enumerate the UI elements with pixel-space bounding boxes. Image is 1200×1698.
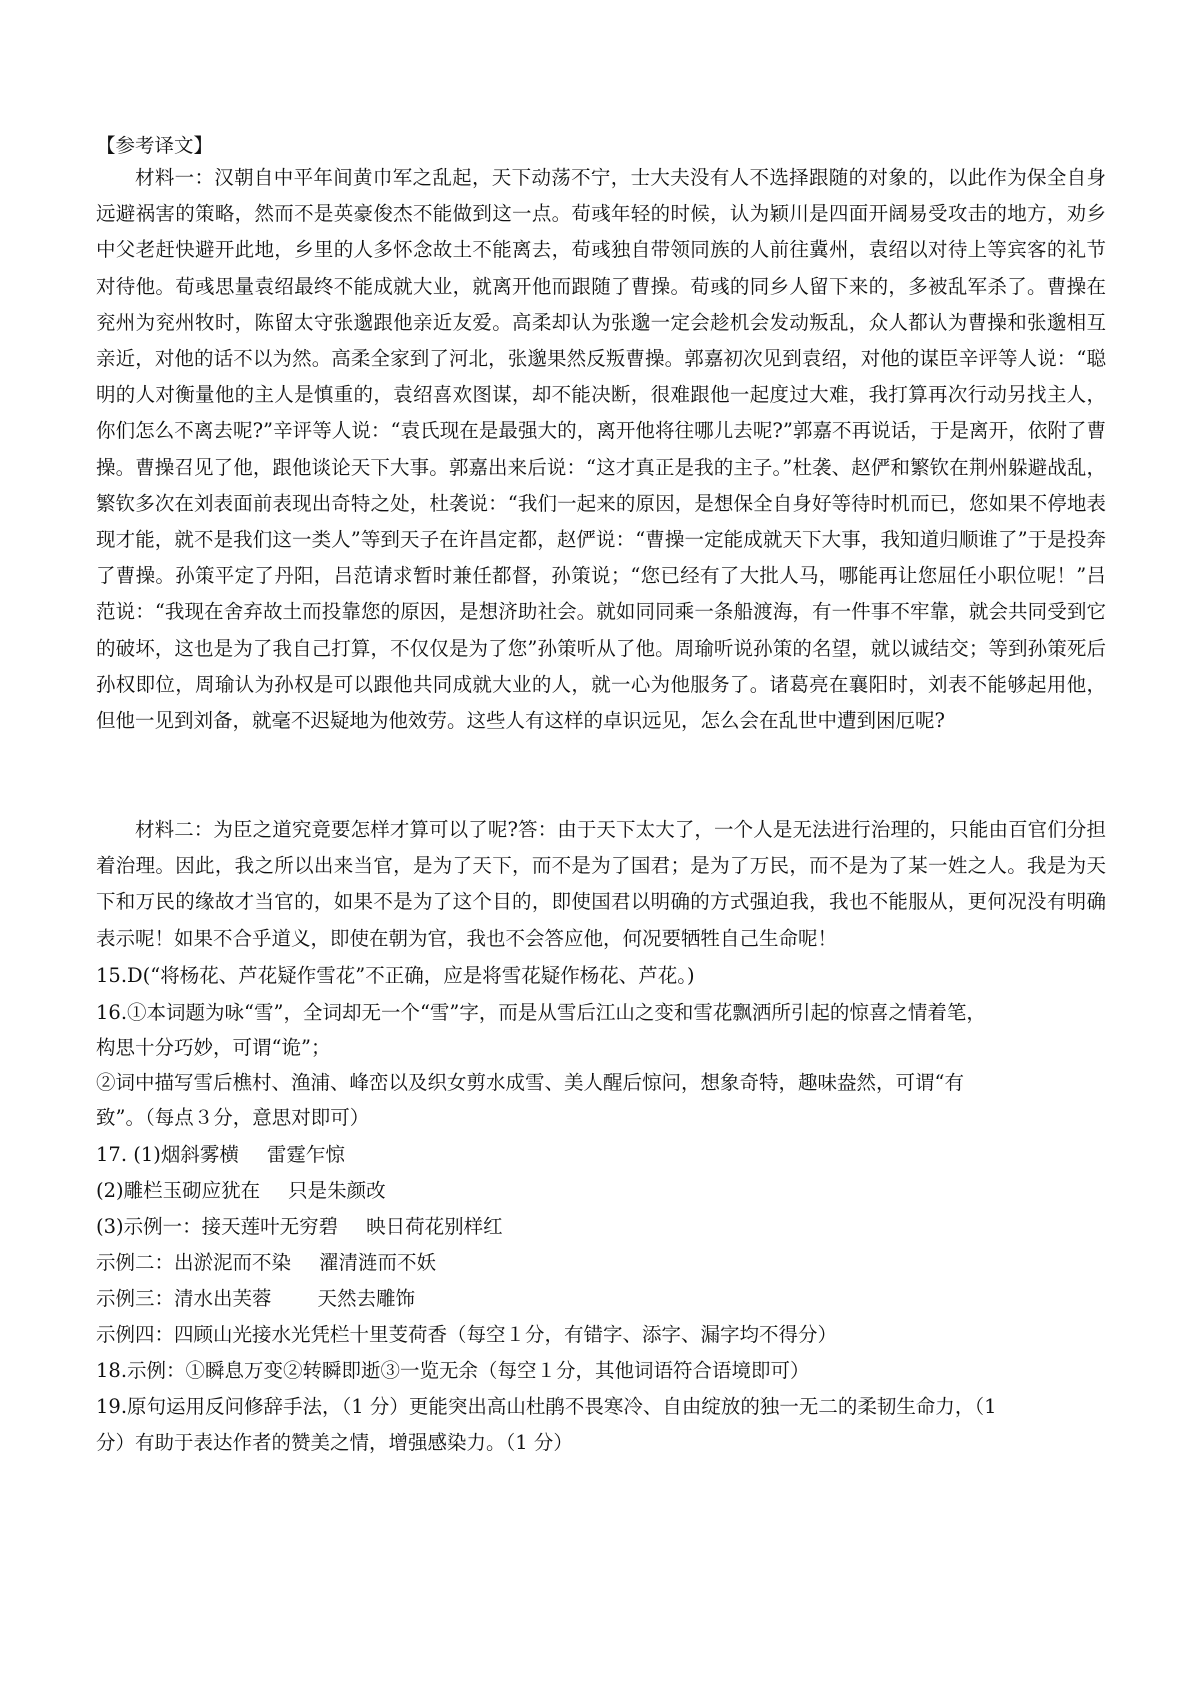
paragraph-material-two: 材料二：为臣之道究竟要怎样才算可以了呢?答：由于天下太大了，一个人是无法进行治理的，只能由百官们分担着治理。因此，我之所以出来当官，是为了天下，而不是为了国君；是为了万民，而不是为了某一姓之人。我是为天下和万民的缘故才当官的，如果不是为了这个目的，即使国君以明确的方式强迫我，我也不能服从，更何况没有明确表示呢！如果不合乎道义，即使在朝为官，我也不会答应他，何况要牺牲自己生命呢！ [96,818,1106,950]
example-4-line: 示例四：四顾山光接水光凭栏十里芰荷香（每空１分，有错字、添字、漏字均不得分） [96,1323,838,1346]
answer-17-1a: 烟斜雾横 [160,1143,239,1166]
answer-19-line-1: 19.原句运用反问修辞手法，（1 分）更能突出高山杜鹃不畏寒冷、自由绽放的独一无二的柔韧生命力，（1 [96,1395,997,1418]
answer-16-line-4: 致”。（每点３分，意思对即可） [96,1106,370,1129]
answer-17-3-prefix: 示例一： [123,1215,202,1238]
answer-17-2-label: (2) [96,1179,124,1202]
example-3-line [96,1287,415,1311]
answer-17-2b: 只是朱颜改 [288,1179,386,1202]
example-3-prefix: 示例三： [96,1287,175,1310]
example-2a: 出淤泥而不染 [174,1251,292,1274]
section-heading: 【参考译文】 [96,134,214,157]
example-2-prefix: 示例二： [96,1251,175,1274]
answer-18: 18.示例：①瞬息万变②转瞬即逝③一览无余（每空１分，其他词语符合语境即可） [96,1359,810,1382]
answer-16-line-1: 16.①本词题为咏“雪”，全词却无一个“雪”字，而是从雪后江山之变和雪花飘洒所引起的惊喜之情着笔， [96,1001,986,1024]
paragraph-material-one: 材料一：汉朝自中平年间黄巾军之乱起，天下动荡不宁，士大夫没有人不选择跟随的对象的，以此作为保全自身远避祸害的策略，然而不是英豪俊杰不能做到这一点。荀彧年轻的时候，认为颖川是四面开阔易受攻击的地方，劝乡中父老赶快避开此地，乡里的人多怀念故土不能离去，荀彧独自带领同族的人前往冀州，袁绍以对待上等宾客的礼节对待他。荀彧思量袁绍最终不能成就大业，就离开他而跟随了曹操。荀彧的同乡人留下来的，多被乱军杀了。曹操在兖州为兖州牧时，陈留太守张邈跟他亲近友爱。高柔却认为张邈一定会趁机会发动叛乱，众人都认为曹操和张邈相互亲近，对他的话不以为然。高柔全家到了河北，张邈果然反叛曹操。郭嘉初次见到袁绍，对他的谋臣辛评等人说：“聪明的人对衡量他的主人是慎重的，袁绍喜欢图谋，却不能决断，很难跟他一起度过大难，我打算再次行动另找主人，你们怎么不离去呢?”辛评等人说：“袁氏现在是最强大的，离开他将往哪儿去呢?”郭嘉不再说话，于是离开，依附了曹操。曹操召见了他，跟他谈论天下大事。郭嘉出来后说：“这才真正是我的主子。”杜袭、赵俨和繁钦在荆州躲避战乱，繁钦多次在刘表面前表现出奇特之处，杜袭说：“我们一起来的原因，是想保全自身好等待时机而已，您如果不停地表现才能，就不是我们这一类人”等到天子在许昌定都，赵俨说：“曹操一定能成就天下大事，我知道归顺谁了”于是投奔了曹操。孙策平定了丹阳，吕范请求暂时兼任都督，孙策说；“您已经有了大批人马，哪能再让您屈任小职位呢！”吕范说：“我现在舍弃故土而投靠您的原因，是想济助社会。就如同同乘一条船渡海，有一件事不牢靠，就会共同受到它的破坏，这也是为了我自己打算，不仅仅是为了您”孙策听从了他。周瑜听说孙策的名望，就以诚结交；等到孙策死后孙权即位，周瑜认为孙权是可以跟他共同成就大业的人，就一心为他服务了。诸葛亮在襄阳时，刘表不能够起用他，但他一见到刘备，就毫不迟疑地为他效劳。这些人有这样的卓识远见，怎么会在乱世中遭到困厄呢? [96,166,1106,733]
answer-17-line-3 [96,1215,503,1239]
example-2-line [96,1251,436,1275]
example-3b: 天然去雕饰 [317,1287,416,1310]
answer-15: 15.D(“将杨花、芦花疑作雪花”不正确，应是将雪花疑作杨花、芦花。) [96,964,695,987]
answer-17-label: 17. (1) [96,1143,161,1166]
example-2b: 濯清涟而不妖 [319,1251,437,1274]
example-3a: 清水出芙蓉 [174,1287,272,1310]
answer-16-line-3: ②词中描写雪后樵村、渔浦、峰峦以及织女剪水成雪、美人醒后惊问，想象奇特，趣味盎然，可谓“有 [96,1071,964,1094]
answer-17-1b: 雷霆乍惊 [266,1143,345,1166]
answer-17-3a: 接天莲叶无穷碧 [201,1215,339,1238]
answer-17-line-1 [96,1143,345,1167]
answer-19-line-2: 分）有助于表达作者的赞美之情，增强感染力。（1 分） [96,1431,573,1454]
answer-16-line-2: 构思十分巧妙，可谓“诡”； [96,1036,331,1059]
answer-17-line-2 [96,1179,386,1203]
answer-17-3b: 映日荷花别样红 [366,1215,503,1238]
answer-17-2a: 雕栏玉砌应犹在 [123,1179,261,1202]
answer-17-3-label: (3) [96,1215,124,1238]
